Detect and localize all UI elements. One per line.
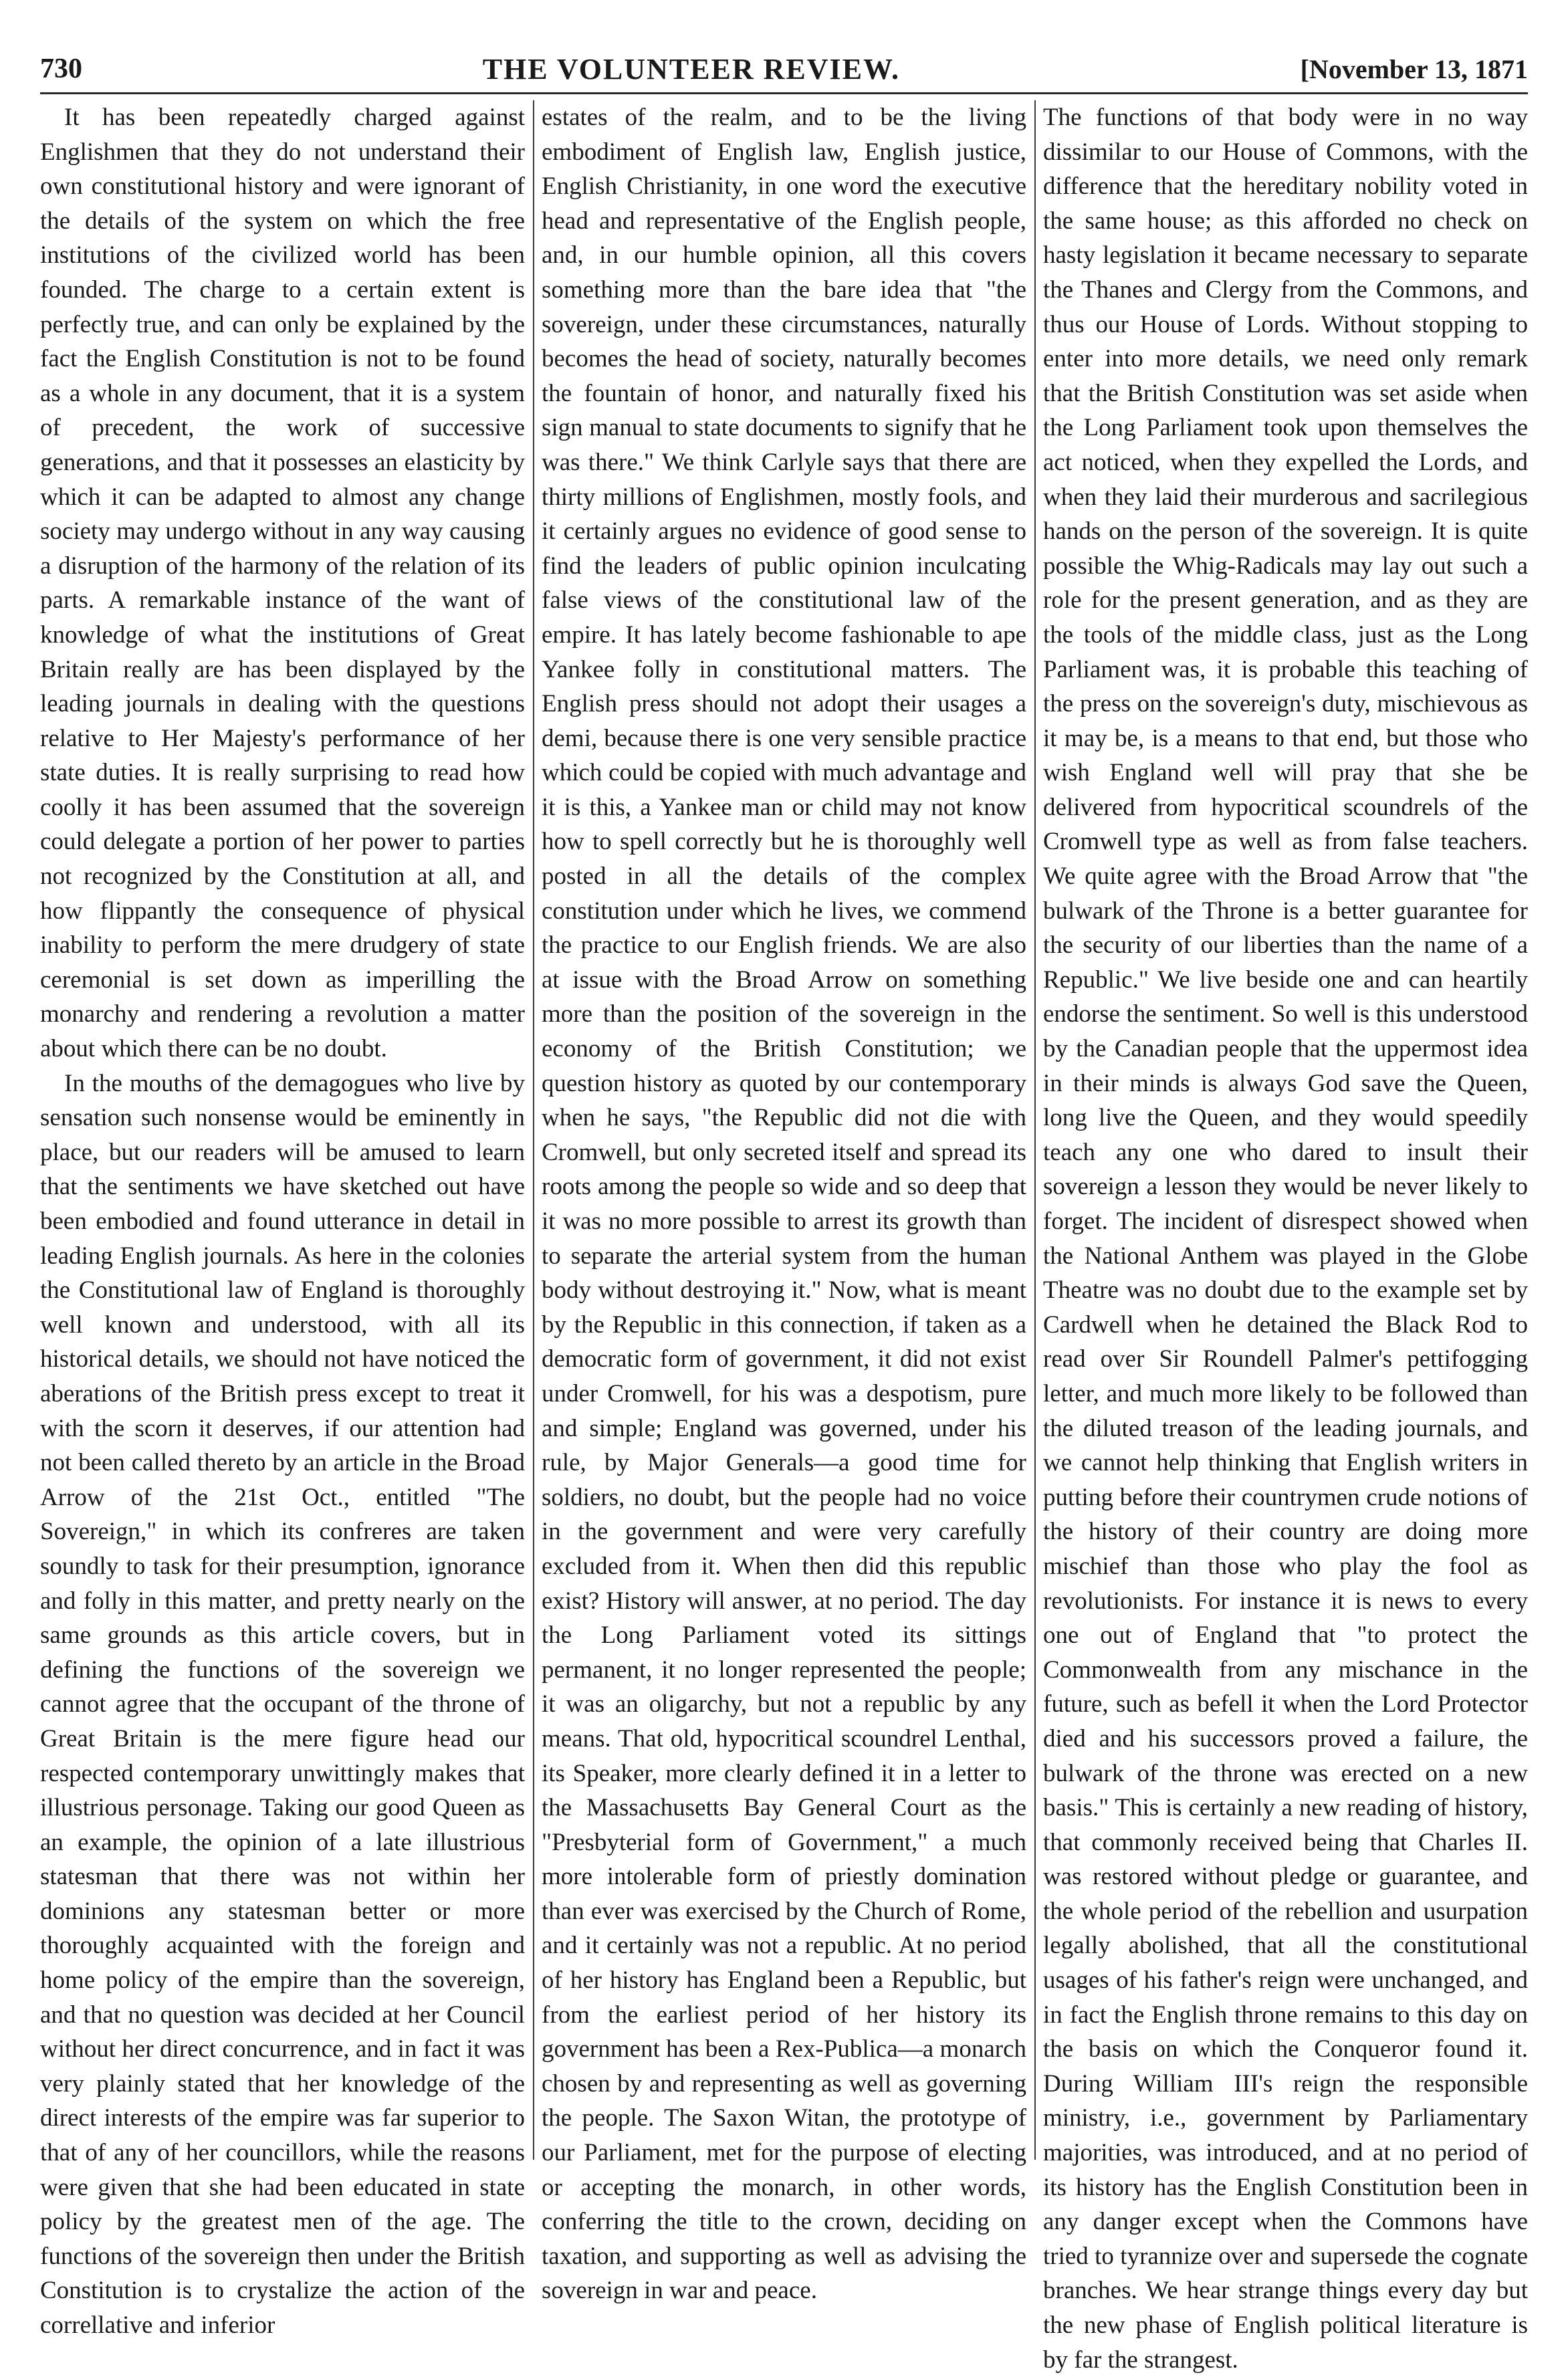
paragraph: The functions of that body were in no way dissimilar to our House of Commons, with the difference that the hereditary nobility voted in the same house; as this afforded no check on hasty legislation it became necessary to separate the Thanes and Clergy from the Commons, and thus our House of Lords. Without stopping to enter into more details, we need only remark that the British Constitution was set aside when the Long Parliament took upon themselves the act noticed, when they expelled the Lords, and when they laid their murderous and sacrilegious hands on the person of the sovereign. It is quite possible the Whig-Radicals may lay out such a role for the present generation, and as they are the tools of the middle class, just as the Long Parliament was, it is probable this teaching of the press on the sovereign's duty, mischievous as it may be, is a means to that end, but those who wish England well will pray that she be delivered from hypocritical scoundrels of the Cromwell type as well as from false teachers. We quite agree with the Broad Arrow that "the bulwark of the Throne is a better guarantee for the security of our liberties than the name of a Republic." We live beside one and can heartily endorse the sentiment. So well is this understood by the Canadian people that the uppermost idea in their minds is always God save the Queen, long live the Queen, and they would speedily teach any one who dared to insult their sovereign a lesson they would be never likely to forget. The incident of disrespect showed when the National Anthem was played in the Globe Theatre was no doubt due to the example set by Cardwell when he detained the Black Rod to read over Sir Roundell Palmer's pettifogging letter, and much more likely to be followed than the diluted treason of the leading journals, and we cannot help thinking that English writers in putting before their countrymen crude notions of the history of their country are doing more mischief than those who play the fool as revolutionists. For instance it is news to every one out of England that "to protect the Commonwealth from any mischance in the future, such as befell it when the Lord Protector died and his successors proved a failure, the bulwark of the throne was erected on a new basis." This is certainly a new reading of history, that commonly received being that Charles II. was restored without pledge or guarantee, and the whole period of the rebellion and usurpation legally abolished, that all the constitutional usages of his father's reign were unchanged, and in fact the English throne remains to this day on the basis on which the Conqueror found it. During William III's reign the responsible ministry, i.e., government by Parliamentary majorities, was introduced, and at no period of its history has the English Constitution been in any danger except when the Commons have tried to tyrannize over and supersede the cognate branches. We hear strange things every day but the new phase of English political literature is by far the strangest.: [1043, 104, 1528, 2374]
page-number: 730: [40, 53, 82, 84]
article-columns: [40, 100, 1528, 2374]
column-divider: [533, 100, 534, 2160]
column-divider: [1034, 100, 1036, 2160]
column-1: [40, 100, 525, 2339]
running-header: [40, 45, 1528, 94]
column-2: [542, 100, 1026, 2305]
paragraph: estates of the realm, and to be the living embodiment of English law, English justice, English Christianity, in one word the executive head and representative of the English people, and, in our humble opinion, all this covers something more than the bare idea that "the sovereign, under these circumstances, naturally becomes the head of society, naturally becomes the fountain of honor, and naturally fixed his sign manual to state documents to signify that he was there." We think Carlyle says that there are thirty millions of Englishmen, mostly fools, and it certainly argues no evidence of good sense to find the leaders of public opinion inculcating false views of the constitutional law of the empire. It has lately become fashionable to ape Yankee folly in constitutional matters. The English press should not adopt their usages a demi, because there is one very sensible practice which could be copied with much advantage and it is this, a Yankee man or child may not know how to spell correctly but he is thoroughly well posted in all the details of the complex constitution under which he lives, we commend the practice to our English friends. We are also at issue with the Broad Arrow on something more than the position of the sovereign in the economy of the British Constitution; we question history as quoted by our contemporary when he says, "the Republic did not die with Cromwell, but only secreted itself and spread its roots among the people so wide and so deep that it was no more possible to arrest its growth than to separate the arterial system from the human body without destroying it." Now, what is meant by the Republic in this connection, if taken as a democratic form of government, it did not exist under Cromwell, for his was a despotism, pure and simple; England was governed, under his rule, by Major Generals—a good time for soldiers, no doubt, but the people had no voice in the government and were very carefully excluded from it. When then did this republic exist? History will answer, at no period. The day the Long Parliament voted its sittings permanent, it no longer represented the people; it was an oligarchy, but not a republic by any means. That old, hypocritical scoundrel Lenthal, its Speaker, more clearly defined it in a letter to the Massachusetts Bay General Court as the "Presbyterial form of Government," a much more intolerable form of priestly domination than ever was exercised by the Church of Rome, and it certainly was not a republic. At no period of her history has England been a Republic, but from the earliest period of her history its government has been a Rex-Publica—a monarch chosen by and representing as well as governing the people. The Saxon Witan, the prototype of our Parliament, met for the purpose of electing or accepting the monarch, in other words, conferring the title to the crown, deciding on taxation, and supporting as well as advising the sovereign in war and peace.: [542, 104, 1026, 2305]
column-3: [1043, 100, 1528, 2374]
journal-title: THE VOLUNTEER REVIEW.: [482, 52, 900, 86]
paragraph: It has been repeatedly charged against Englishmen that they do not understand their own constitutional history and were ignorant of the details of the system on which the free institutions of the civilized world has been founded. The charge to a certain extent is perfectly true, and can only be explained by the fact the English Constitution is not to be found as a whole in any document, that it is a system of precedent, the work of successive generations, and that it possesses an elasticity by which it can be adapted to almost any change society may undergo without in any way causing a disruption of the harmony of the relation of its parts. A remarkable instance of the want of knowledge of what the institutions of Great Britain really are has been displayed by the leading journals in dealing with the questions relative to Her Majesty's performance of her state duties. It is really surprising to read how coolly it has been assumed that the sovereign could delegate a portion of her power to parties not recognized by the Constitution at all, and how flippantly the consequence of physical inability to perform the mere drudgery of state ceremonial is set down as imperilling the monarchy and rendering a revolution a matter about which there can be no doubt.: [40, 104, 525, 1063]
paragraph: In the mouths of the demagogues who live by sensation such nonsense would be eminently in place, but our readers will be amused to learn that the sentiments we have sketched out have been embodied and found utterance in detail in leading English journals. As here in the colonies the Constitutional law of England is thoroughly well known and understood, with all its historical details, we should not have noticed the aberations of the British press except to treat it with the scorn it deserves, if our attention had not been called thereto by an article in the Broad Arrow of the 21st Oct., entitled "The Sovereign," in which its confreres are taken soundly to task for their presumption, ignorance and folly in this matter, and pretty nearly on the same grounds as this article covers, but in defining the functions of the sovereign we cannot agree that the occupant of the throne of Great Britain is the mere figure head our respected contemporary unwittingly makes that illustrious personage. Taking our good Queen as an example, the opinion of a late illustrious statesman that there was not within her dominions any statesman better or more thoroughly acquainted with the foreign and home policy of the empire than the sovereign, and that no question was decided at her Council without her direct concurrence, and in fact it was very plainly stated that her knowledge of the direct interests of the empire was far superior to that of any of her councillors, while the reasons were given that she had been educated in state policy by the greatest men of the age. The functions of the sovereign then under the British Constitution is to crystalize the action of the correllative and inferior: [40, 1069, 525, 2339]
issue-date: [November 13, 1871: [1300, 53, 1528, 84]
